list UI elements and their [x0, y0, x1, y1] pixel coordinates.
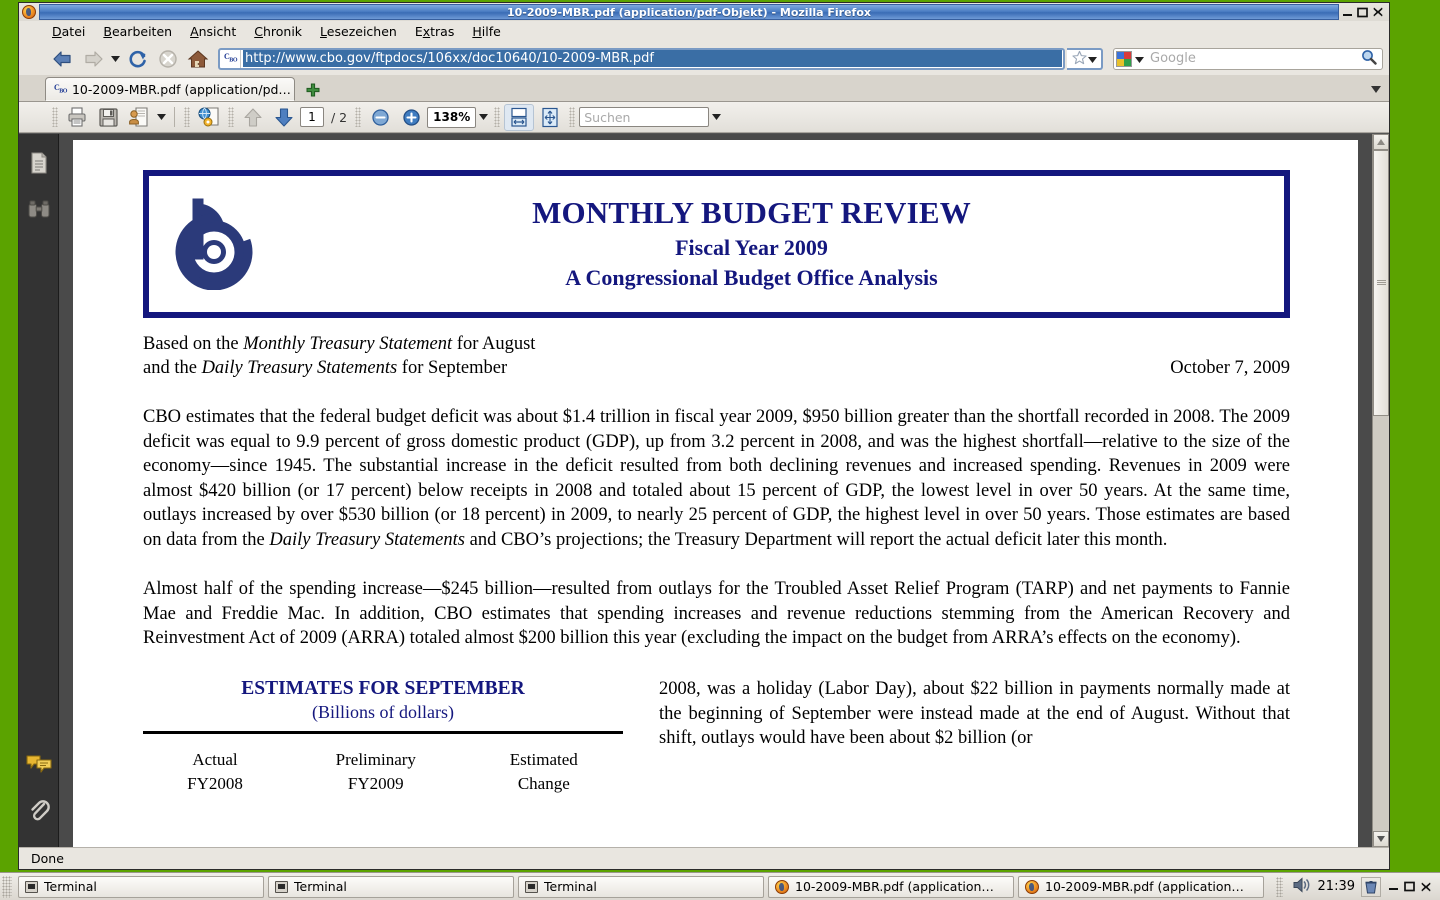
taskbar-item-label: 10-2009-MBR.pdf (application…: [795, 879, 994, 894]
navigation-toolbar: [19, 42, 1389, 75]
toolbar-grip[interactable]: [355, 107, 361, 127]
toolbar-grip[interactable]: [228, 107, 234, 127]
home-icon[interactable]: [184, 46, 212, 72]
google-icon[interactable]: [1116, 51, 1132, 67]
terminal-icon: [275, 881, 288, 893]
table-column-change: [465, 748, 623, 797]
based-line2-post: for September: [397, 358, 508, 379]
document-title: MONTHLY BUDGET REVIEW: [532, 194, 971, 230]
acrobat-sidebar: [19, 134, 59, 847]
taskbar: [0, 872, 1440, 900]
table-col-0-line2: FY2008: [187, 774, 243, 794]
up-arrow-icon: [238, 104, 268, 131]
zoom-out-icon[interactable]: [365, 104, 395, 131]
firefox-window: [18, 2, 1390, 870]
taskbar-item-firefox-1[interactable]: [768, 876, 1014, 898]
table-col-2-line1: Estimated: [509, 749, 578, 769]
taskbar-item-label: Terminal: [294, 879, 347, 894]
cbo-favicon: $C_{BO}$: [221, 50, 241, 68]
close-button[interactable]: [1371, 6, 1384, 19]
pages-icon[interactable]: [23, 146, 55, 180]
two-column-section: [143, 677, 1290, 797]
table-top-rule: [143, 731, 623, 734]
table-col-1-line1: Preliminary: [335, 749, 416, 769]
document-subtitle: Fiscal Year 2009: [675, 234, 828, 260]
back-arrow-icon[interactable]: [49, 46, 77, 72]
firefox-icon: [775, 880, 789, 894]
email-dropdown-icon[interactable]: [155, 104, 168, 130]
history-dropdown-icon[interactable]: [109, 46, 122, 72]
tab-bar: [19, 75, 1389, 102]
forward-arrow-icon: [79, 46, 107, 72]
scrollbar-thumb[interactable]: [1373, 150, 1389, 416]
pdf-toolbar: [19, 102, 1389, 133]
toolbar-grip[interactable]: [494, 107, 500, 127]
based-line1-italic: Monthly Treasury Statement: [243, 334, 453, 354]
toolbar-grip[interactable]: [569, 107, 575, 127]
table-header-row: [143, 748, 623, 797]
down-arrow-icon[interactable]: [269, 104, 299, 131]
menu-bar: [19, 21, 1389, 42]
document-date: October 7, 2009: [1170, 358, 1290, 379]
status-bar: [19, 847, 1389, 869]
paragraph-1: [143, 405, 1290, 552]
taskbar-minimize-button[interactable]: [1387, 880, 1400, 893]
menu-item-chronik[interactable]: Chronik: [254, 24, 303, 39]
document-source-line: [143, 332, 1290, 380]
pdf-page: [73, 140, 1358, 847]
tab-list-icon[interactable]: [1371, 85, 1381, 96]
pdf-page-area[interactable]: [59, 134, 1372, 847]
taskbar-window-list: [12, 876, 1272, 898]
window-titlebar: [19, 3, 1389, 21]
toolbar-separator: [174, 107, 175, 127]
url-text[interactable]: http://www.cbo.gov/ftpdocs/106xx/doc10640/10-2009-MBR.pdf: [243, 50, 1062, 67]
table-col-2-line2: Change: [517, 774, 570, 794]
paragraph-1b: and CBO’s projections; the Treasury Department will report the actual deficit later this month.: [464, 529, 1168, 550]
estimates-table-block: [143, 677, 623, 797]
document-header-banner: [143, 170, 1290, 318]
email-document-icon[interactable]: [124, 104, 154, 131]
bookmark-controls: [1067, 48, 1103, 70]
based-line2-pre: and the: [143, 358, 202, 379]
right-column-paragraph: 2008, was a holiday (Labor Day), about $22 billion in payments normally made at the beginning of September were instead made at the end of August. Without that shift, outlays would have been about $2 billion (or: [659, 678, 1290, 749]
table-col-0-line1: Actual: [192, 749, 238, 769]
reload-icon[interactable]: [124, 46, 152, 72]
fit-width-icon[interactable]: [504, 104, 534, 131]
paragraph-1-italic: Daily Treasury Statements: [269, 529, 465, 550]
status-text: Done: [31, 851, 64, 866]
paperclip-icon[interactable]: [23, 793, 55, 827]
taskbar-item-label: Terminal: [44, 879, 97, 894]
web-capture-icon[interactable]: [194, 104, 224, 131]
menu-item-hilfe[interactable]: Hilfe: [472, 24, 501, 39]
taskbar-item-terminal-3[interactable]: [518, 876, 764, 898]
menu-item-lesezeichen[interactable]: Lesezeichen: [320, 24, 397, 39]
minimize-button[interactable]: [1341, 6, 1354, 19]
star-icon[interactable]: [1072, 50, 1087, 68]
magnifier-icon[interactable]: [1361, 49, 1380, 68]
tab-label: 10-2009-MBR.pdf (application/pd…: [71, 81, 291, 97]
clock[interactable]: 21:39: [1317, 879, 1355, 894]
based-line1-pre: Based on the: [143, 334, 244, 354]
stop-icon: [154, 46, 182, 72]
taskbar-window-controls: [1387, 880, 1436, 893]
scroll-up-button[interactable]: [1373, 134, 1389, 150]
taskbar-maximize-button[interactable]: [1403, 880, 1416, 893]
tab-10-2009-mbr[interactable]: [45, 77, 295, 101]
fit-page-icon[interactable]: [535, 104, 565, 131]
menu-item-ansicht[interactable]: Ansicht: [190, 24, 237, 39]
zoom-dropdown-icon[interactable]: [477, 104, 490, 130]
scroll-down-button[interactable]: [1373, 831, 1389, 847]
table-subtitle: (Billions of dollars): [312, 702, 454, 723]
firefox-icon: [1025, 880, 1039, 894]
taskbar-grip[interactable]: [2, 876, 12, 898]
bookmark-dropdown-icon[interactable]: [1088, 52, 1097, 66]
window-title: 10-2009-MBR.pdf (application/pdf-Objekt) - Mozilla Firefox: [39, 4, 1339, 20]
terminal-icon: [525, 881, 538, 893]
speaker-icon[interactable]: [1292, 876, 1312, 897]
search-input[interactable]: Google: [1150, 51, 1196, 66]
table-title: ESTIMATES FOR SEPTEMBER: [241, 677, 525, 699]
toolbar-grip[interactable]: [52, 107, 58, 127]
menu-item-datei[interactable]: Datei: [52, 24, 86, 39]
new-tab-button[interactable]: [301, 79, 325, 101]
current-page-input[interactable]: 1: [300, 107, 324, 127]
based-line1-post: for August: [452, 334, 536, 354]
menu-item-bearbeiten[interactable]: Bearbeiten: [103, 24, 173, 39]
trash-icon[interactable]: [1361, 877, 1381, 897]
scrollbar-track[interactable]: [1373, 150, 1389, 831]
taskbar-item-label: Terminal: [544, 879, 597, 894]
print-icon[interactable]: [62, 104, 92, 131]
page-total-label: / 2: [331, 109, 348, 125]
cbo-logo: [159, 198, 269, 290]
based-line2-italic: Daily Treasury Statements: [201, 358, 398, 379]
url-bar[interactable]: [218, 48, 1065, 70]
terminal-icon: [25, 881, 38, 893]
taskbar-item-firefox-2[interactable]: [1018, 876, 1264, 898]
toolbar-grip[interactable]: [184, 107, 190, 127]
maximize-button[interactable]: [1356, 6, 1369, 19]
window-controls: [1341, 6, 1387, 19]
search-engine-dropdown-icon[interactable]: [1135, 52, 1144, 66]
taskbar-item-terminal-1[interactable]: [18, 876, 264, 898]
paragraph-1a: CBO estimates that the federal budget deficit was about $1.4 trillion in fiscal year 2009, $950 billion greater than the shortfall recorded in 2008. The 2009 deficit was equal to 9.9 percent of gross domestic product (GDP), up from 3.2 percent in 2008, and was the highest shortfall—relative to the size of the economy—since 1945. The substantial increase in the deficit resulted from both declining revenues and increased spending. Revenues in 2009 were almost $420 billion (or 17 percent) below receipts in 2008 and totaled about 15 percent of GDP, the lowest level in over 50 years. At the same time, outlays increased by over $530 billion (or 18 percent) in 2009, to nearly 25 percent of GDP, the highest level in over 50 years. Those estimates are based on data from the: [143, 407, 1290, 550]
table-column-preliminary: [287, 748, 465, 797]
tray-grip[interactable]: [1276, 877, 1283, 897]
table-column-actual: [143, 748, 287, 797]
taskbar-item-label: 10-2009-MBR.pdf (application…: [1045, 879, 1244, 894]
document-subtitle2: A Congressional Budget Office Analysis: [565, 265, 938, 291]
menu-item-extras[interactable]: Extras: [414, 24, 455, 39]
vertical-scrollbar[interactable]: [1372, 134, 1389, 847]
system-tray: [1272, 875, 1440, 899]
find-dropdown-icon[interactable]: [710, 104, 723, 130]
taskbar-close-button[interactable]: [1419, 880, 1432, 893]
cbo-favicon: $C_{BO}$: [54, 82, 67, 95]
search-bar[interactable]: [1113, 48, 1383, 70]
save-icon[interactable]: [93, 104, 123, 131]
find-input[interactable]: Suchen: [579, 107, 709, 127]
taskbar-item-terminal-2[interactable]: [268, 876, 514, 898]
paragraph-2: Almost half of the spending increase—$245 billion—resulted from outlays for the Troubled Asset Relief Program (TARP) and net payments to Fannie Mae and Freddie Mac. In addition, CBO estimates that spending increases and revenue reductions stemming from the American Recovery and Reinvestment Act of 2009 (ARRA) totaled almost $200 billion this year (excluding the impact on the budget from ARRA’s effects on the economy).: [143, 579, 1290, 649]
firefox-icon: [21, 4, 37, 20]
pdf-viewer: [19, 133, 1389, 847]
table-col-1-line2: FY2009: [347, 774, 404, 794]
binoculars-icon[interactable]: [23, 192, 55, 226]
zoom-in-icon[interactable]: [396, 104, 426, 131]
comments-icon[interactable]: [23, 747, 55, 781]
zoom-level-input[interactable]: 138%: [427, 107, 476, 128]
